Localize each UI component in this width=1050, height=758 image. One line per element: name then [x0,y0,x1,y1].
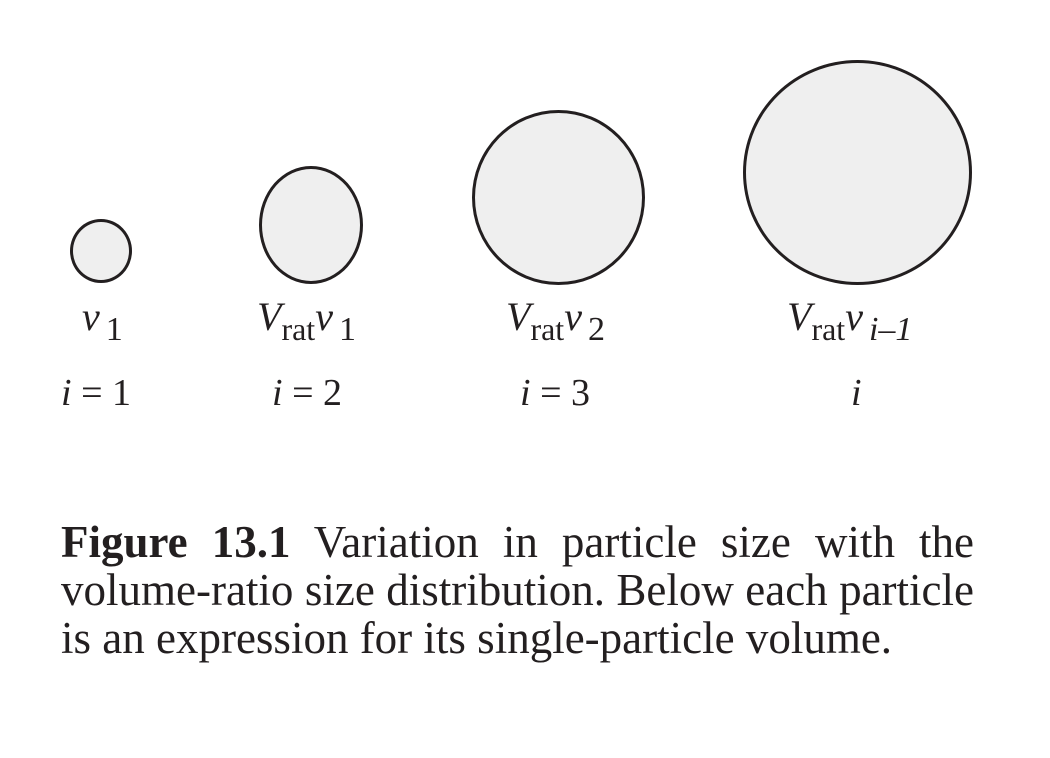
index-variable: i [851,372,862,414]
volume-symbol: v [315,294,333,339]
index-label-3 [520,373,590,413]
ratio-subscript: rat [811,311,846,347]
index-label-i [851,373,862,413]
index-value: = 2 [282,372,342,414]
particle-circle-3 [472,110,645,285]
particle-circle-1 [70,219,132,283]
ratio-symbol: V [506,294,531,339]
volume-symbol: v [845,294,863,339]
caption-label: Figure 13.1 [61,517,291,567]
index-variable: i [272,372,283,414]
volume-expression-i [787,294,913,353]
particle-circle-2 [259,166,363,284]
index-variable: i [520,372,531,414]
ratio-symbol: V [257,294,282,339]
ratio-symbol: V [787,294,812,339]
volume-symbol: v [564,294,582,339]
caption-text: Variation in particle size with the volume-ratio size distribution. Below each particle is an expression for its single-particle volume. [61,517,975,663]
volume-subscript: 1 [105,311,123,348]
volume-expression-3 [506,294,605,353]
volume-subscript: 2 [587,311,605,348]
index-variable: i [61,372,72,414]
volume-expression-1 [82,294,123,353]
index-label-2 [272,373,342,413]
particle-circle-i [743,60,972,285]
volume-expression-2 [257,294,356,353]
volume-symbol: v [82,294,100,339]
index-value: = 3 [530,372,590,414]
index-value: = 1 [71,372,131,414]
volume-subscript: i–1 [868,311,913,348]
volume-subscript: 1 [338,311,356,348]
ratio-subscript: rat [281,311,316,347]
figure-caption [61,518,974,662]
index-label-1 [61,373,131,413]
ratio-subscript: rat [530,311,565,347]
